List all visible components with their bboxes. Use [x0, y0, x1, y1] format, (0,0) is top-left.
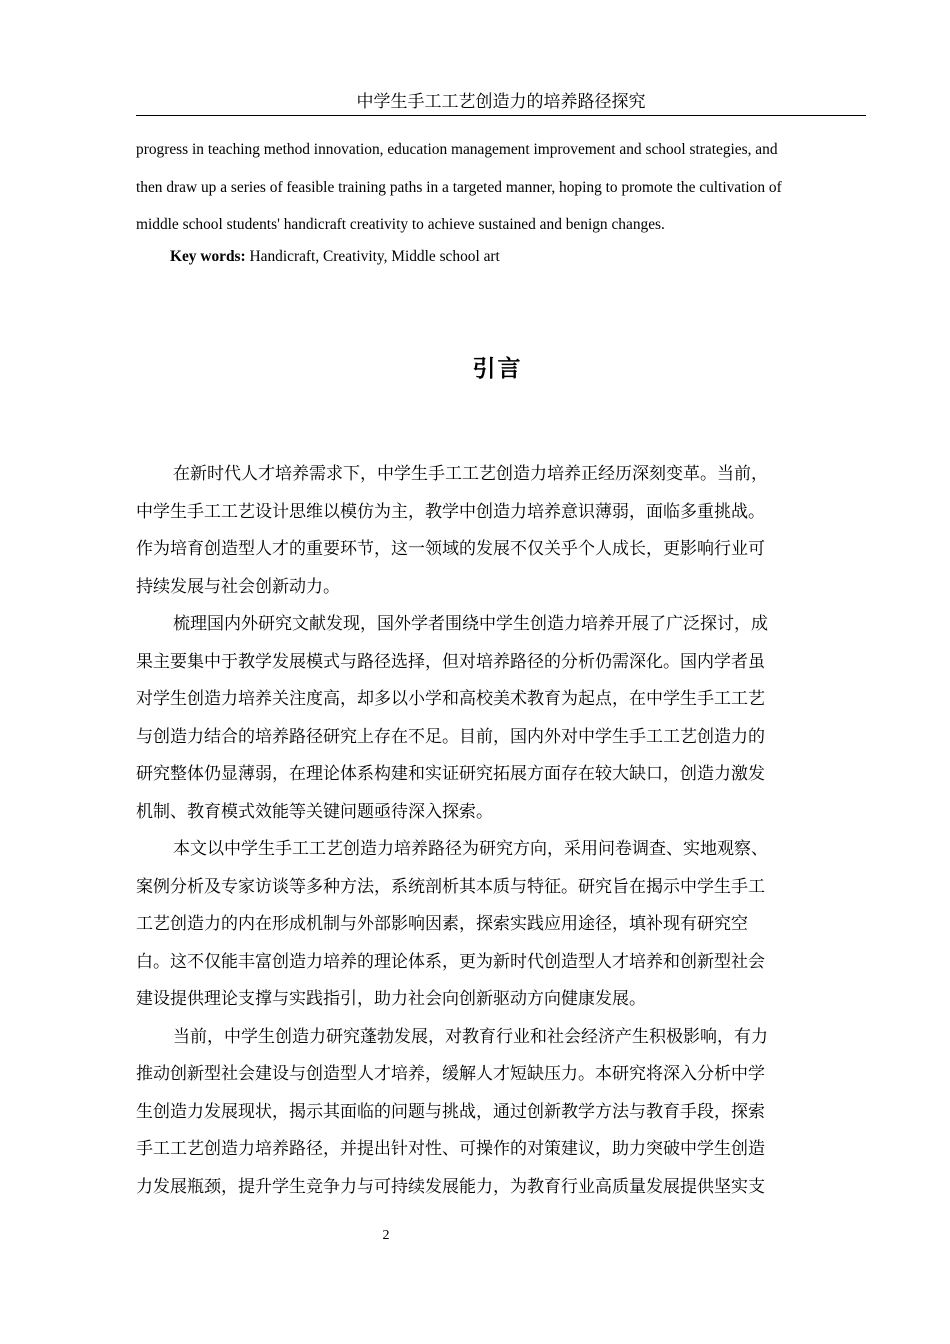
running-header-title: 中学生手工工艺创造力的培养路径探究 [356, 92, 646, 112]
header-rule [136, 115, 866, 116]
paragraph-line: 本文以中学生手工工艺创造力培养路径为研究方向，采用问卷调查、实地观察、 [173, 839, 768, 859]
paragraph-line: 推动创新型社会建设与创造型人才培养，缓解人才短缺压力。本研究将深入分析中学 [136, 1064, 765, 1084]
page-number: 2 [382, 1228, 390, 1243]
english-abstract [136, 131, 848, 244]
paragraph-line: 持续发展与社会创新动力。 [136, 576, 340, 597]
paragraph-line: 机制、教育模式效能等关键问题亟待深入探索。 [136, 801, 493, 822]
section-title: 引言 [472, 356, 523, 382]
paragraph-line: 生创造力发展现状，揭示其面临的问题与挑战，通过创新教学方法与教育手段，探索 [136, 1101, 765, 1122]
keywords-label: Key words: [170, 248, 246, 265]
paragraph-line: 手工工艺创造力培养路径，并提出针对性、可操作的对策建议，助力突破中学生创造 [136, 1139, 765, 1159]
abstract-line: middle school students' handicraft creativity to achieve sustained and benign changes. [136, 216, 665, 233]
paragraph-line: 果主要集中于教学发展模式与路径选择，但对培养路径的分析仍需深化。国内学者虽 [136, 651, 765, 672]
abstract-line: then draw up a series of feasible training paths in a targeted manner, hoping to promote the cultivation of [136, 178, 782, 196]
paragraph-line: 建设提供理论支撑与实践指引，助力社会向创新驱动方向健康发展。 [136, 989, 646, 1009]
paragraph-line: 作为培育创造型人才的重要环节，这一领域的发展不仅关乎个人成长，更影响行业可 [136, 539, 765, 559]
paragraph-line: 当前，中学生创造力研究蓬勃发展，对教育行业和社会经济产生积极影响，有力 [173, 1026, 768, 1047]
paragraph-line: 案例分析及专家访谈等多种方法，系统剖析其本质与特征。研究旨在揭示中学生手工 [136, 876, 765, 897]
paragraph-line: 梳理国内外研究文献发现，国外学者围绕中学生创造力培养开展了广泛探讨，成 [173, 614, 768, 634]
paragraph-line: 工艺创造力的内在形成机制与外部影响因素，探索实践应用途径，填补现有研究空 [136, 914, 748, 934]
keywords-value: Handicraft, Creativity, Middle school art [245, 248, 500, 265]
paragraph-line: 对学生创造力培养关注度高，却多以小学和高校美术教育为起点，在中学生手工工艺 [136, 689, 765, 709]
paragraph-line: 白。这不仅能丰富创造力培养的理论体系，更为新时代创造型人才培养和创新型社会 [136, 951, 765, 972]
paragraph-line: 在新时代人才培养需求下，中学生手工工艺创造力培养正经历深刻变革。当前， [173, 464, 768, 484]
paragraph-line: 力发展瓶颈，提升学生竞争力与可持续发展能力，为教育行业高质量发展提供坚实支 [136, 1176, 765, 1197]
abstract-line: progress in teaching method innovation, education management improvement and school strategies, and [136, 141, 778, 158]
paragraph-line: 中学生手工工艺设计思维以模仿为主，教学中创造力培养意识薄弱，面临多重挑战。 [136, 501, 765, 522]
paragraph-line: 研究整体仍显薄弱，在理论体系构建和实证研究拓展方面存在较大缺口，创造力激发 [136, 764, 765, 784]
paragraph-line: 与创造力结合的培养路径研究上存在不足。目前，国内外对中学生手工工艺创造力的 [136, 726, 765, 747]
body-text [136, 456, 856, 1206]
keywords-line [170, 240, 500, 274]
